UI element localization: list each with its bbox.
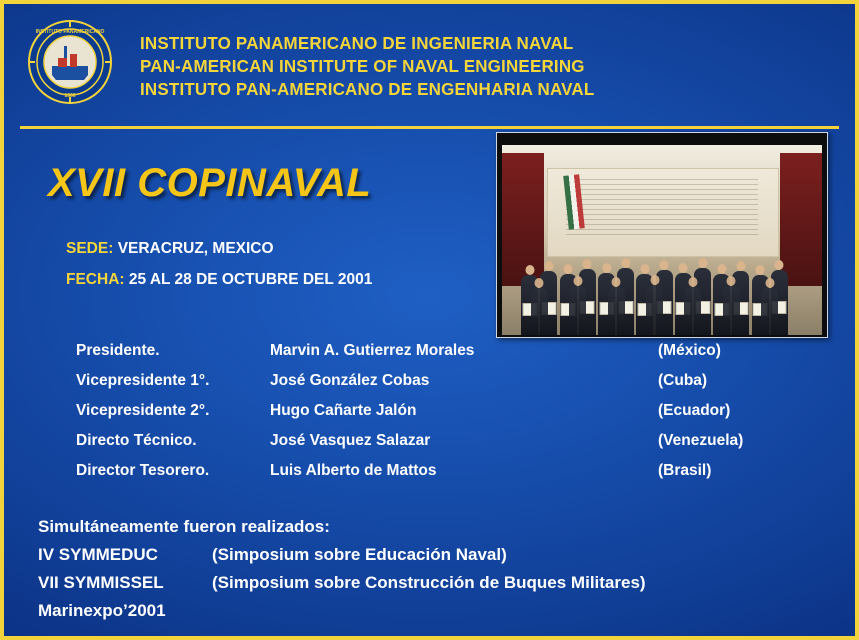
officer-country: (Cuba)	[658, 372, 708, 389]
officer-country: (Venezuela)	[658, 432, 744, 449]
svg-text:1966: 1966	[64, 93, 76, 99]
meta-label-fecha: FECHA:	[66, 271, 125, 288]
officer-role: Vicepresidente 1°.	[76, 372, 210, 389]
svg-text:INSTITUTO PANAMERICANO: INSTITUTO PANAMERICANO	[35, 29, 105, 35]
event-photo-frame	[496, 132, 828, 338]
table-row	[56, 462, 816, 492]
event-desc: (Simposium sobre Construcción de Buques Militares)	[212, 573, 646, 592]
officer-name: Luis Alberto de Mattos	[270, 462, 437, 479]
officer-name: José Vasquez Salazar	[270, 432, 431, 449]
officer-role: Vicepresidente 2°.	[76, 402, 210, 419]
meta-row-sede	[66, 240, 372, 258]
officer-country: (Brasil)	[658, 462, 712, 479]
officer-country: (México)	[658, 342, 721, 359]
list-item	[38, 601, 646, 629]
event-abbr: IV SYMMEDUC	[38, 545, 158, 564]
meta-row-fecha	[66, 271, 372, 289]
officer-role: Director Tesorero.	[76, 462, 210, 479]
officer-role: Directo Técnico.	[76, 432, 197, 449]
organization-names	[140, 32, 608, 101]
simultaneous-events	[38, 517, 646, 629]
table-row	[56, 402, 816, 432]
table-row	[56, 372, 816, 402]
list-item	[38, 573, 646, 601]
officer-name: Marvin A. Gutierrez Morales	[270, 342, 475, 359]
event-abbr: VII SYMMISSEL	[38, 573, 164, 592]
org-name-es: INSTITUTO PANAMERICANO DE INGENIERIA NAVAL	[140, 33, 574, 53]
meta-value-fecha: 25 AL 28 DE OCTUBRE DEL 2001	[128, 271, 373, 288]
officers-list	[56, 342, 816, 492]
meta-value-sede: VERACRUZ, MEXICO	[117, 240, 274, 257]
table-row	[56, 432, 816, 462]
header-divider	[20, 126, 839, 129]
officer-name: José González Cobas	[270, 372, 430, 389]
photo-crowd	[502, 229, 822, 335]
event-desc: (Simposium sobre Educación Naval)	[212, 545, 507, 564]
meta-label-sede: SEDE:	[66, 240, 114, 257]
slide-header	[20, 18, 839, 118]
table-row	[56, 342, 816, 372]
page-title: XVII COPINAVAL	[48, 161, 372, 205]
org-name-pt: INSTITUTO PAN-AMERICANO DE ENGENHARIA NAVAL	[140, 79, 595, 99]
event-marinexpo: Marinexpo’2001	[38, 601, 166, 620]
officer-country: (Ecuador)	[658, 402, 731, 419]
ipin-seal-logo-icon	[28, 20, 112, 104]
officer-role: Presidente.	[76, 342, 160, 359]
officer-name: Hugo Cañarte Jalón	[270, 402, 417, 419]
org-name-en: PAN-AMERICAN INSTITUTE OF NAVAL ENGINEERING	[140, 56, 585, 76]
simultaneous-events-heading: Simultáneamente fueron realizados:	[38, 517, 330, 536]
list-item	[38, 545, 646, 573]
event-photo	[502, 145, 822, 335]
event-meta	[66, 240, 372, 302]
